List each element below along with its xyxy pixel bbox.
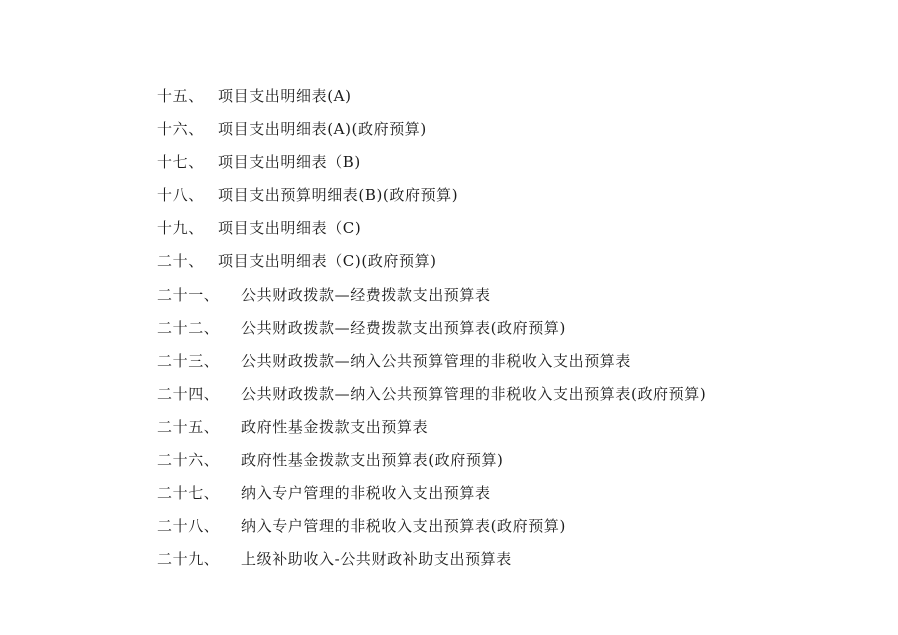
table-of-contents — [157, 80, 857, 576]
toc-item-number: 十八、 — [157, 186, 204, 205]
toc-item — [157, 411, 857, 444]
toc-item-number: 二十一、 — [157, 285, 220, 304]
toc-item-title: 项目支出预算明细表(B)(政府预算) — [218, 186, 459, 205]
toc-item-number: 二十六、 — [157, 451, 220, 470]
toc-item-number: 十六、 — [157, 120, 204, 139]
toc-item-title: 政府性基金拨款支出预算表(政府预算) — [241, 451, 504, 470]
toc-item-number: 二十、 — [157, 252, 204, 271]
toc-item-number: 十九、 — [157, 219, 204, 238]
toc-item-number: 二十五、 — [157, 417, 220, 436]
toc-item-title: 项目支出明细表(A)(政府预算) — [218, 120, 427, 139]
toc-item — [157, 444, 857, 477]
toc-item-number: 二十七、 — [157, 484, 220, 503]
toc-item — [157, 345, 857, 378]
toc-item-title: 纳入专户管理的非税收入支出预算表 — [241, 484, 491, 503]
toc-item — [157, 113, 857, 146]
toc-item-title: 纳入专户管理的非税收入支出预算表(政府预算) — [241, 517, 566, 536]
toc-item — [157, 510, 857, 543]
toc-item — [157, 312, 857, 345]
toc-item-number: 十七、 — [157, 153, 204, 172]
toc-item-title: 公共财政拨款—经费拨款支出预算表 — [241, 285, 491, 304]
toc-item-title: 上级补助收入-公共财政补助支出预算表 — [241, 550, 512, 569]
toc-item-title: 公共财政拨款—经费拨款支出预算表(政府预算) — [241, 318, 566, 337]
toc-item-number: 二十二、 — [157, 318, 220, 337]
toc-item-title: 项目支出明细表（C)(政府预算) — [218, 252, 437, 271]
toc-item-title: 政府性基金拨款支出预算表 — [241, 417, 429, 436]
toc-item — [157, 279, 857, 312]
toc-item-number: 二十三、 — [157, 351, 220, 370]
toc-item-number: 二十九、 — [157, 550, 220, 569]
toc-item-title: 项目支出明细表（B) — [218, 153, 361, 172]
toc-item-title: 项目支出明细表(A) — [218, 87, 352, 105]
toc-item-title: 项目支出明细表（C) — [218, 219, 362, 238]
toc-item — [157, 245, 857, 278]
toc-item — [157, 212, 857, 245]
toc-item — [157, 477, 857, 510]
toc-item — [157, 543, 857, 576]
toc-item — [157, 179, 857, 212]
toc-item — [157, 80, 857, 113]
toc-item-title: 公共财政拨款—纳入公共预算管理的非税收入支出预算表(政府预算) — [241, 384, 707, 403]
toc-item-number: 十五、 — [157, 87, 204, 105]
toc-item-number: 二十四、 — [157, 384, 220, 403]
toc-item-title: 公共财政拨款—纳入公共预算管理的非税收入支出预算表 — [241, 351, 632, 370]
toc-item — [157, 378, 857, 411]
toc-item-number: 二十八、 — [157, 517, 220, 536]
toc-item — [157, 146, 857, 179]
